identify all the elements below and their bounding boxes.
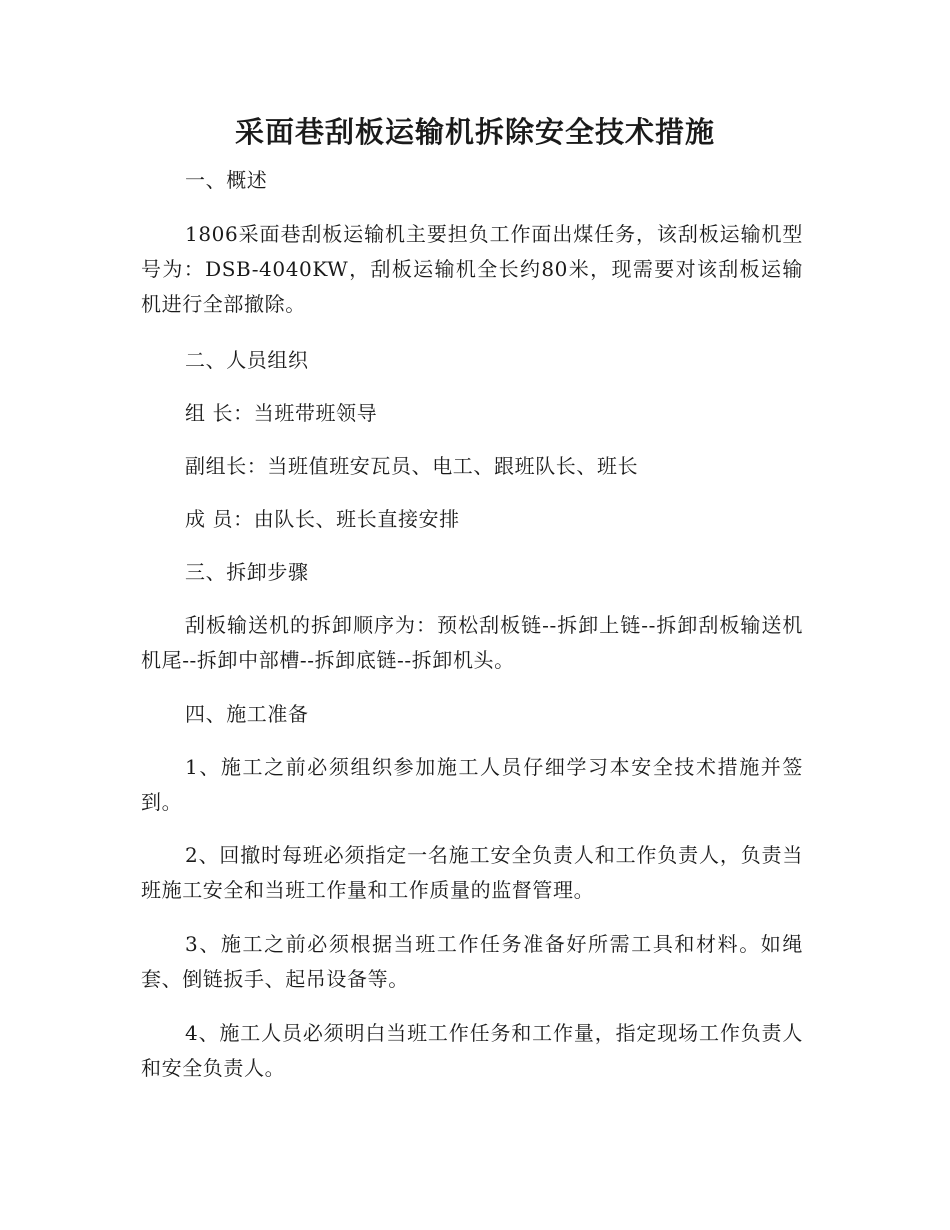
document-title: 采面巷刮板运输机拆除安全技术措施 (234, 115, 715, 149)
paragraph-prep-item-4: 4、施工人员必须明白当班工作任务和工作量，指定现场工作负责人和安全负责人。 (141, 1021, 803, 1080)
section-heading-overview: 一、概述 (185, 168, 268, 192)
section-heading-disassembly: 三、拆卸步骤 (185, 560, 309, 584)
section-heading-personnel: 二、人员组织 (185, 348, 309, 372)
paragraph-members: 成 员：由队长、班长直接安排 (185, 507, 460, 531)
paragraph-disassembly-order: 刮板输送机的拆卸顺序为：预松刮板链--拆卸上链--拆卸刮板输送机机尾--拆卸中部槽--拆卸底链--拆卸机头。 (141, 613, 803, 672)
paragraph-prep-item-3: 3、施工之前必须根据当班工作任务准备好所需工具和材料。如绳套、倒链扳手、起吊设备等。 (141, 932, 803, 991)
paragraph-deputy-leader: 副组长：当班值班安瓦员、电工、跟班队长、班长 (185, 454, 639, 478)
paragraph-prep-item-2: 2、回撤时每班必须指定一名施工安全负责人和工作负责人，负责当班施工安全和当班工作量和工作质量的监督管理。 (141, 843, 803, 902)
paragraph-overview: 1806采面巷刮板运输机主要担负工作面出煤任务，该刮板运输机型号为：DSB-4040KW，刮板运输机全长约80米，现需要对该刮板运输机进行全部撤除。 (141, 222, 803, 316)
section-heading-preparation: 四、施工准备 (185, 702, 309, 726)
paragraph-team-leader: 组 长：当班带班领导 (185, 401, 378, 425)
paragraph-prep-item-1: 1、施工之前必须组织参加施工人员仔细学习本安全技术措施并签到。 (141, 755, 803, 814)
